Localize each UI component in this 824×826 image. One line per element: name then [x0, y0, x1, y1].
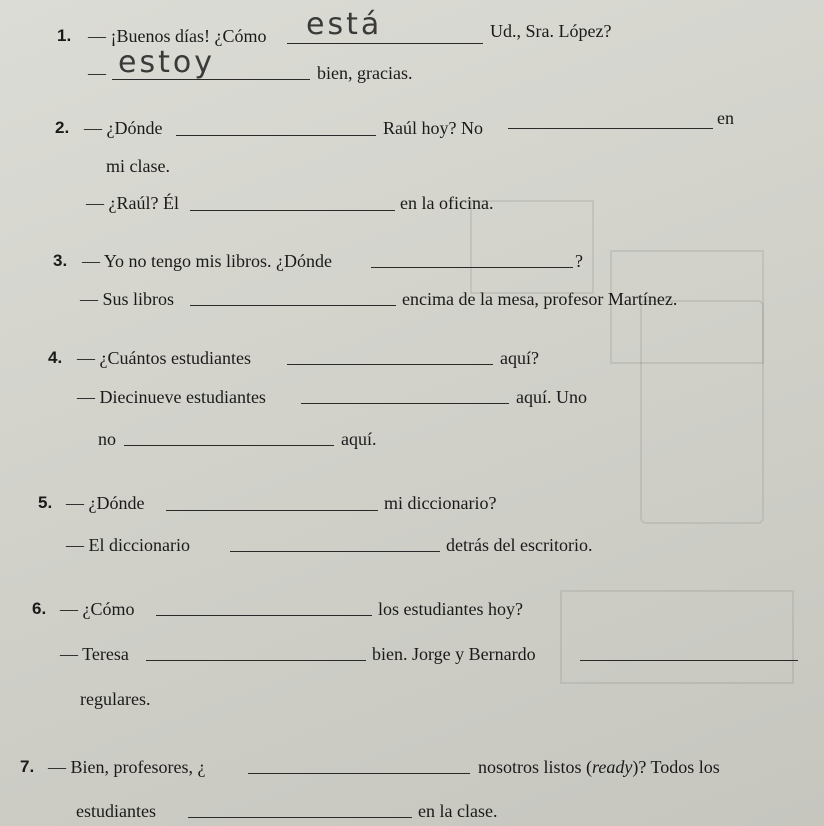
answer-text: aquí. [341, 429, 377, 449]
answer-blank[interactable] [230, 551, 440, 552]
question-text: Raúl hoy? No [383, 118, 483, 138]
item-number: 6. [32, 599, 47, 618]
answer-blank[interactable] [301, 403, 509, 404]
item-number: 1. [57, 26, 72, 45]
item-number: 4. [48, 348, 63, 367]
answer-blank[interactable] [287, 43, 483, 44]
item-number: 2. [55, 118, 70, 137]
answer-blank[interactable] [146, 660, 366, 661]
question-text: aquí? [500, 348, 539, 368]
handwritten-answer: está [306, 7, 383, 42]
question-text: — ¡Buenos días! ¿Cómo [88, 26, 267, 46]
answer-text: encima de la mesa, profesor Martínez. [402, 289, 678, 309]
question-text: — Bien, profesores, ¿ [48, 757, 206, 777]
answer-blank[interactable] [371, 267, 573, 268]
answer-text: aquí. Uno [516, 387, 587, 407]
item-number: 3. [53, 251, 68, 270]
question-text: Ud., Sra. López? [490, 21, 612, 41]
answer-text: detrás del escritorio. [446, 535, 593, 555]
answer-blank[interactable] [188, 817, 412, 818]
question-text: — ¿Dónde [84, 118, 163, 138]
answer-blank[interactable] [166, 510, 378, 511]
answer-blank[interactable] [508, 128, 713, 129]
question-text: en [717, 108, 734, 128]
question-text: ? [575, 251, 583, 271]
item-number: 5. [38, 493, 53, 512]
answer-blank[interactable] [287, 364, 493, 365]
answer-text: regulares. [80, 689, 151, 709]
question-text: — ¿Cuántos estudiantes [77, 348, 251, 368]
question-text: — Yo no tengo mis libros. ¿Dónde [82, 251, 333, 271]
answer-text: — Sus libros [80, 289, 175, 309]
answer-text: — El diccionario [66, 535, 190, 555]
answer-blank[interactable] [190, 210, 395, 211]
italic-word: ready [592, 757, 633, 777]
question-text: los estudiantes hoy? [378, 599, 523, 619]
answer-dash: — [88, 63, 106, 83]
answer-blank[interactable] [190, 305, 396, 306]
question-text: — ¿Dónde [66, 493, 145, 513]
answer-text: — ¿Raúl? Él [86, 193, 179, 213]
answer-text: bien, gracias. [317, 63, 413, 83]
question-text: nosotros listos (ready)? Todos los [478, 757, 720, 777]
answer-blank[interactable] [124, 445, 334, 446]
answer-blank[interactable] [248, 773, 470, 774]
answer-text: — Diecinueve estudiantes [77, 387, 266, 407]
question-text: mi diccionario? [384, 493, 497, 513]
answer-blank[interactable] [156, 615, 372, 616]
answer-text: — Teresa [60, 644, 129, 664]
answer-blank[interactable] [176, 135, 376, 136]
answer-text: bien. Jorge y Bernardo [372, 644, 536, 664]
answer-text: estudiantes [76, 801, 156, 821]
answer-blank[interactable] [580, 660, 798, 661]
handwritten-answer: estoy [118, 45, 215, 80]
question-text: mi clase. [106, 156, 170, 176]
answer-text: en la oficina. [400, 193, 494, 213]
answer-text: no [98, 429, 116, 449]
item-number: 7. [20, 757, 35, 776]
question-text: — ¿Cómo [60, 599, 135, 619]
answer-text: en la clase. [418, 801, 498, 821]
